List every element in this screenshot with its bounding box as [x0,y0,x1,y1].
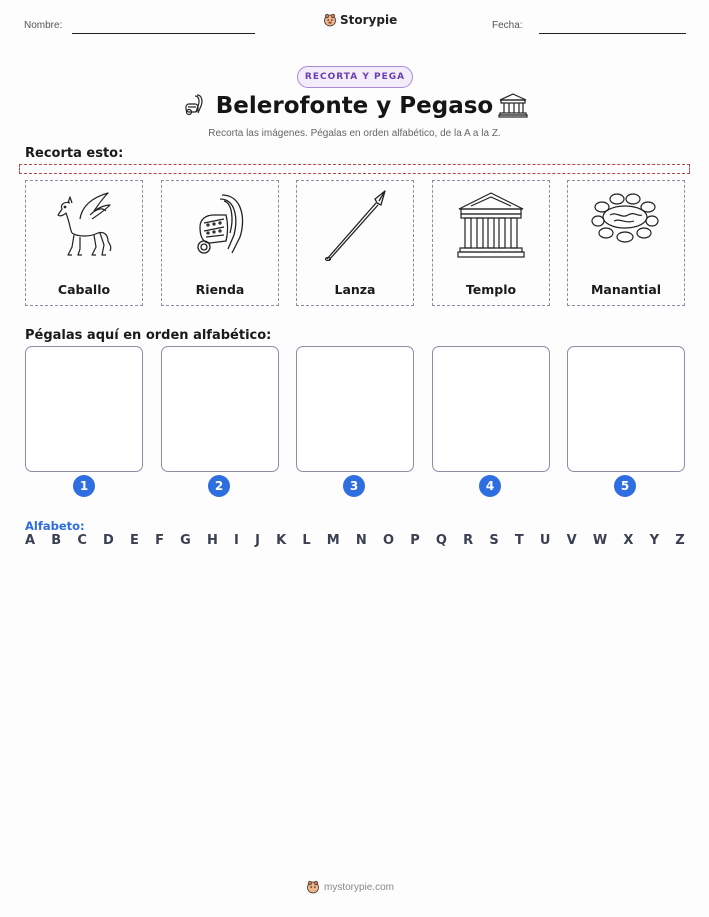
alphabet-letter: O [382,533,395,548]
alphabet-letter: P [410,533,420,548]
cut-card-lanza[interactable] [296,180,414,306]
order-number: 3 [343,475,365,497]
alphabet-letter: D [103,533,114,548]
alphabet-letter: I [234,533,239,548]
order-number: 1 [73,475,95,497]
name-line[interactable] [72,33,255,34]
paste-box-3[interactable] [296,346,414,472]
cut-card-caballo[interactable] [25,180,143,306]
alphabet-letter: X [623,533,634,548]
activity-badge: RECORTA Y PEGA [297,66,413,88]
alphabet-letter: B [51,533,62,548]
cut-card-word: Templo [465,282,517,297]
brand-logo [323,13,397,27]
name-label: Nombre: [24,20,63,31]
spear-icon [321,189,389,261]
order-number: 5 [614,475,636,497]
footer [306,880,394,894]
alphabet-row [25,533,685,548]
alphabet-letter: F [155,533,164,548]
page-title: Belerofonte y Pegaso [215,93,494,119]
storypie-mascot-icon [306,880,320,894]
alphabet-letter: E [130,533,139,548]
temple-icon [497,92,529,118]
cut-card-word: Rienda [195,282,245,297]
alphabet-letter: Z [675,533,685,548]
alphabet-letter: K [276,533,287,548]
cut-card-word: Lanza [334,282,376,297]
date-label: Fecha: [492,20,523,31]
alphabet-letter: Y [649,533,660,548]
alphabet-letter: A [25,533,36,548]
alphabet-letter: U [539,533,551,548]
alphabet-letter: J [255,533,260,548]
paste-box-5[interactable] [567,346,685,472]
alphabet-letter: R [463,533,474,548]
brand-name: Storypie [340,13,398,27]
cut-card-templo[interactable] [432,180,550,306]
alphabet-letter: Q [435,533,447,548]
paste-box-1[interactable] [25,346,143,472]
alphabet-letter: S [489,533,499,548]
temple-icon [457,189,525,261]
cut-card-manantial[interactable] [567,180,685,306]
order-number: 4 [479,475,501,497]
paste-box-2[interactable] [161,346,279,472]
alphabet-letter: N [355,533,367,548]
spring-icon [590,191,660,247]
order-number: 2 [208,475,230,497]
cut-card-word: Manantial [590,282,662,297]
date-line[interactable] [539,33,686,34]
alphabet-letter: T [514,533,524,548]
bridle-icon [186,189,254,261]
alphabet-label: Alfabeto: [25,519,85,533]
footer-url: mystorypie.com [324,881,395,893]
cut-card-word: Caballo [57,282,111,297]
alphabet-letter: C [77,533,87,548]
cut-section-label: Recorta esto: [25,146,124,161]
alphabet-letter: V [566,533,577,548]
paste-box-4[interactable] [432,346,550,472]
alphabet-letter: M [326,533,340,548]
alphabet-letter: H [206,533,218,548]
cut-line [19,164,690,174]
paste-section-label: Pégalas aquí en orden alfabético: [25,328,272,343]
alphabet-letter: G [180,533,191,548]
instructions: Recorta las imágenes. Pégalas en orden alfabético, de la A a la Z. [208,128,501,139]
alphabet-letter: L [302,533,311,548]
alphabet-letter: W [592,533,608,548]
pegasus-icon [50,189,118,261]
storypie-mascot-icon [323,13,337,27]
cut-card-rienda[interactable] [161,180,279,306]
